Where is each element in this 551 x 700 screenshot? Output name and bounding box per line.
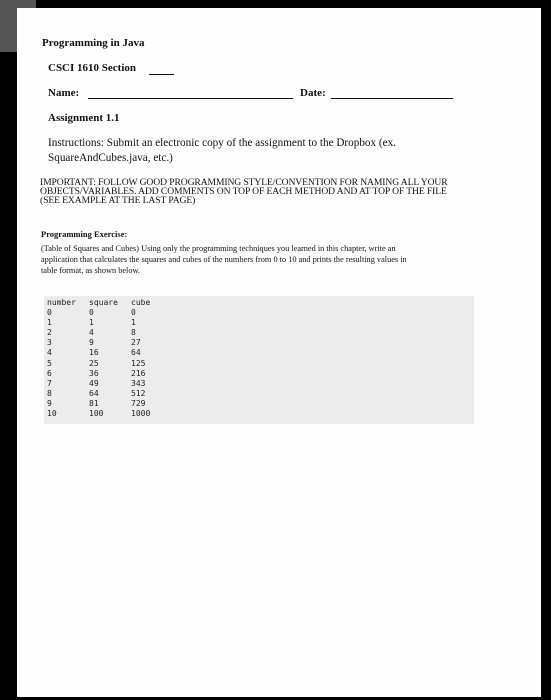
table-cell: 4 bbox=[47, 348, 52, 358]
table-cell: 1 bbox=[89, 318, 94, 328]
table-cell: 36 bbox=[89, 368, 99, 378]
table-cell: 2 bbox=[47, 328, 52, 338]
column-header: number bbox=[47, 298, 76, 307]
table-cell: 512 bbox=[131, 388, 146, 398]
table-cell: 343 bbox=[131, 378, 146, 388]
sample-output-table bbox=[44, 296, 474, 424]
exercise-text-line: (Table of Squares and Cubes) Using only the programming techniques you learned in this chapter, write an bbox=[41, 244, 396, 253]
table-cell: 0 bbox=[131, 308, 136, 318]
table-cell: 0 bbox=[89, 308, 94, 318]
assignment-title: Assignment 1.1 bbox=[48, 112, 120, 124]
table-cell: 216 bbox=[131, 368, 146, 378]
important-note-line: OBJECTS/VARIABLES. ADD COMMENTS ON TOP OF EACH METHOD AND AT TOP OF THE FILE bbox=[40, 186, 447, 197]
square-column bbox=[89, 298, 118, 419]
instructions-line: SquareAndCubes.java, etc.) bbox=[48, 152, 173, 164]
table-cell: 10 bbox=[47, 409, 57, 419]
table-cell: 6 bbox=[47, 368, 52, 378]
table-cell: 1000 bbox=[131, 409, 151, 419]
exercise-text-line: table format, as shown below. bbox=[41, 266, 140, 275]
table-cell: 4 bbox=[89, 328, 94, 338]
important-note-line: (SEE EXAMPLE AT THE LAST PAGE) bbox=[40, 195, 196, 206]
frame-left-border bbox=[0, 0, 17, 700]
table-cell: 16 bbox=[89, 348, 99, 358]
table-cell: 100 bbox=[89, 409, 104, 419]
table-cell: 64 bbox=[89, 388, 99, 398]
cube-column bbox=[131, 298, 150, 419]
date-label: Date: bbox=[300, 87, 326, 99]
table-cell: 729 bbox=[131, 398, 146, 408]
name-label: Name: bbox=[48, 87, 80, 99]
table-cell: 5 bbox=[47, 358, 52, 368]
table-cell: 9 bbox=[89, 338, 94, 348]
column-header: cube bbox=[131, 298, 151, 307]
name-blank-line bbox=[88, 98, 293, 99]
number-column bbox=[47, 298, 76, 419]
frame-right-border bbox=[541, 0, 551, 700]
table-cell: 125 bbox=[131, 358, 146, 368]
section-blank-line bbox=[149, 74, 174, 75]
frame-top-border bbox=[0, 0, 551, 8]
important-note-line: IMPORTANT: FOLLOW GOOD PROGRAMMING STYLE/CONVENTION FOR NAMING ALL YOUR bbox=[40, 177, 448, 188]
exercise-heading: Programming Exercise: bbox=[41, 229, 128, 239]
table-cell: 1 bbox=[47, 318, 52, 328]
column-header: square bbox=[89, 298, 118, 307]
table-cell: 1 bbox=[131, 318, 136, 328]
table-cell: 8 bbox=[131, 328, 136, 338]
table-cell: 3 bbox=[47, 338, 52, 348]
table-cell: 7 bbox=[47, 378, 52, 388]
table-cell: 0 bbox=[47, 308, 52, 318]
date-blank-line bbox=[331, 98, 453, 99]
instructions-line: Instructions: Submit an electronic copy of the assignment to the Dropbox (ex. bbox=[48, 137, 396, 149]
table-cell: 27 bbox=[131, 338, 141, 348]
course-title: Programming in Java bbox=[42, 37, 145, 49]
table-cell: 25 bbox=[89, 358, 99, 368]
table-cell: 9 bbox=[47, 398, 52, 408]
table-cell: 81 bbox=[89, 398, 99, 408]
table-cell: 8 bbox=[47, 388, 52, 398]
table-cell: 49 bbox=[89, 378, 99, 388]
table-cell: 64 bbox=[131, 348, 141, 358]
exercise-text-line: application that calculates the squares and cubes of the numbers from 0 to 10 and prints the resulting values in bbox=[41, 255, 407, 264]
section-label: CSCI 1610 Section bbox=[48, 62, 137, 74]
